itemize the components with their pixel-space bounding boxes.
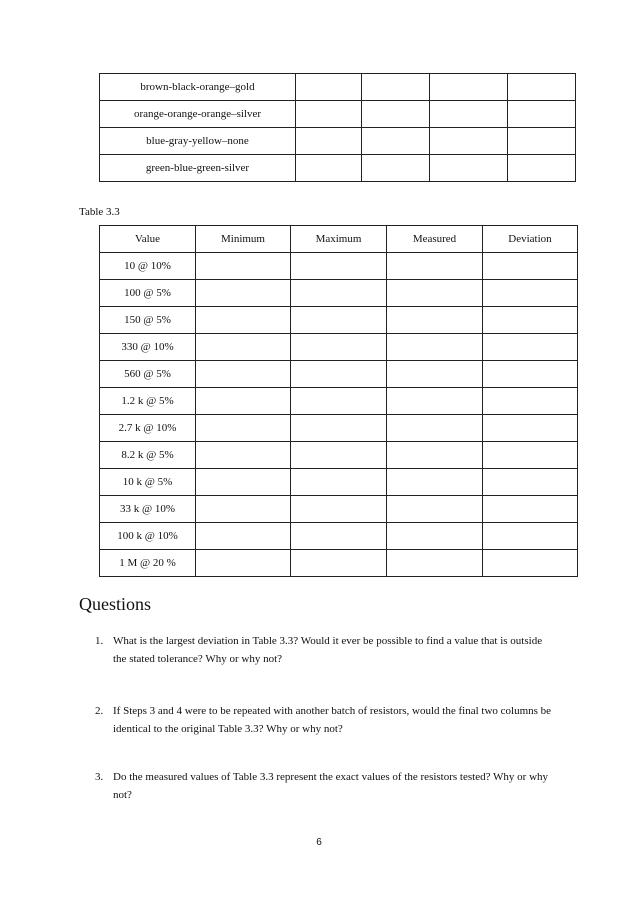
empty-cell[interactable] [291, 469, 387, 496]
resistor-value-cell: 100 @ 5% [100, 280, 196, 307]
empty-cell[interactable] [483, 442, 578, 469]
empty-cell[interactable] [387, 442, 483, 469]
resistor-value-cell: 33 k @ 10% [100, 496, 196, 523]
empty-cell[interactable] [196, 280, 291, 307]
empty-cell[interactable] [387, 253, 483, 280]
question-item [95, 632, 555, 668]
empty-cell[interactable] [196, 307, 291, 334]
question-text: Do the measured values of Table 3.3 represent the exact values of the resistors tested? Why or why not? [113, 771, 549, 801]
table-row [100, 415, 578, 442]
empty-cell[interactable] [387, 550, 483, 577]
empty-cell[interactable] [483, 496, 578, 523]
resistor-value-cell: 560 @ 5% [100, 361, 196, 388]
empty-cell[interactable] [196, 388, 291, 415]
resistor-table [99, 225, 578, 577]
empty-cell[interactable] [430, 155, 508, 182]
table-row [100, 388, 578, 415]
empty-cell[interactable] [387, 307, 483, 334]
table-row [100, 550, 578, 577]
empty-cell[interactable] [196, 469, 291, 496]
empty-cell[interactable] [296, 155, 362, 182]
empty-cell[interactable] [362, 128, 430, 155]
empty-cell[interactable] [291, 496, 387, 523]
empty-cell[interactable] [483, 334, 578, 361]
column-header-deviation: Deviation [483, 226, 578, 253]
empty-cell[interactable] [296, 128, 362, 155]
empty-cell[interactable] [483, 523, 578, 550]
resistor-value-cell: 10 k @ 5% [100, 469, 196, 496]
resistor-table-body [100, 253, 578, 577]
empty-cell[interactable] [387, 415, 483, 442]
table-row [100, 280, 578, 307]
question-text: What is the largest deviation in Table 3.3? Would it ever be possible to find a value that is outside the stated tolerance? Why or why not? [113, 635, 543, 665]
empty-cell[interactable] [508, 74, 576, 101]
table-row [100, 334, 578, 361]
empty-cell[interactable] [483, 415, 578, 442]
empty-cell[interactable] [362, 101, 430, 128]
table-row [100, 128, 576, 155]
empty-cell[interactable] [430, 74, 508, 101]
resistor-value-cell: 1 M @ 20 % [100, 550, 196, 577]
question-text: If Steps 3 and 4 were to be repeated with another batch of resistors, would the final two columns be identical to the original Table 3.3? Why or why not? [113, 705, 552, 735]
empty-cell[interactable] [196, 496, 291, 523]
empty-cell[interactable] [362, 155, 430, 182]
empty-cell[interactable] [387, 280, 483, 307]
empty-cell[interactable] [291, 523, 387, 550]
table-row [100, 101, 576, 128]
column-header-value: Value [100, 226, 196, 253]
empty-cell[interactable] [196, 523, 291, 550]
empty-cell[interactable] [483, 280, 578, 307]
empty-cell[interactable] [291, 280, 387, 307]
resistor-value-cell: 100 k @ 10% [100, 523, 196, 550]
empty-cell[interactable] [196, 415, 291, 442]
table-header-row [100, 226, 578, 253]
table-row [100, 496, 578, 523]
column-header-measured: Measured [387, 226, 483, 253]
empty-cell[interactable] [362, 74, 430, 101]
column-header-maximum: Maximum [291, 226, 387, 253]
empty-cell[interactable] [508, 128, 576, 155]
color-code-cell: green-blue-green-silver [100, 155, 296, 182]
color-code-cell: orange-orange-orange–silver [100, 101, 296, 128]
empty-cell[interactable] [296, 74, 362, 101]
resistor-value-cell: 330 @ 10% [100, 334, 196, 361]
empty-cell[interactable] [508, 155, 576, 182]
resistor-value-cell: 1.2 k @ 5% [100, 388, 196, 415]
empty-cell[interactable] [291, 442, 387, 469]
resistor-value-cell: 2.7 k @ 10% [100, 415, 196, 442]
color-code-cell: brown-black-orange–gold [100, 74, 296, 101]
empty-cell[interactable] [387, 523, 483, 550]
table-row [100, 253, 578, 280]
empty-cell[interactable] [387, 388, 483, 415]
empty-cell[interactable] [387, 334, 483, 361]
empty-cell[interactable] [291, 388, 387, 415]
question-item [95, 702, 555, 738]
empty-cell[interactable] [296, 101, 362, 128]
empty-cell[interactable] [483, 469, 578, 496]
empty-cell[interactable] [430, 128, 508, 155]
table-row [100, 74, 576, 101]
table-row [100, 469, 578, 496]
resistor-value-cell: 10 @ 10% [100, 253, 196, 280]
table-row [100, 155, 576, 182]
resistor-value-cell: 8.2 k @ 5% [100, 442, 196, 469]
empty-cell[interactable] [291, 361, 387, 388]
table-row [100, 442, 578, 469]
table-caption: Table 3.3 [79, 206, 120, 218]
empty-cell[interactable] [196, 253, 291, 280]
empty-cell[interactable] [483, 253, 578, 280]
empty-cell[interactable] [387, 469, 483, 496]
empty-cell[interactable] [196, 442, 291, 469]
empty-cell[interactable] [483, 550, 578, 577]
empty-cell[interactable] [483, 307, 578, 334]
empty-cell[interactable] [291, 550, 387, 577]
empty-cell[interactable] [387, 361, 483, 388]
empty-cell[interactable] [387, 496, 483, 523]
empty-cell[interactable] [291, 307, 387, 334]
table-row [100, 307, 578, 334]
empty-cell[interactable] [196, 361, 291, 388]
question-item [95, 768, 555, 804]
empty-cell[interactable] [291, 253, 387, 280]
empty-cell[interactable] [196, 550, 291, 577]
question-number: 2. [95, 705, 104, 717]
resistor-value-cell: 150 @ 5% [100, 307, 196, 334]
color-code-cell: blue-gray-yellow–none [100, 128, 296, 155]
table-row [100, 523, 578, 550]
column-header-minimum: Minimum [196, 226, 291, 253]
color-code-table [99, 73, 576, 182]
empty-cell[interactable] [508, 101, 576, 128]
question-number: 3. [95, 771, 104, 783]
empty-cell[interactable] [483, 361, 578, 388]
table-row [100, 361, 578, 388]
page-number: 6 [316, 837, 322, 848]
empty-cell[interactable] [196, 334, 291, 361]
question-number: 1. [95, 635, 104, 647]
empty-cell[interactable] [483, 388, 578, 415]
empty-cell[interactable] [430, 101, 508, 128]
empty-cell[interactable] [291, 334, 387, 361]
empty-cell[interactable] [291, 415, 387, 442]
section-heading: Questions [79, 594, 151, 614]
